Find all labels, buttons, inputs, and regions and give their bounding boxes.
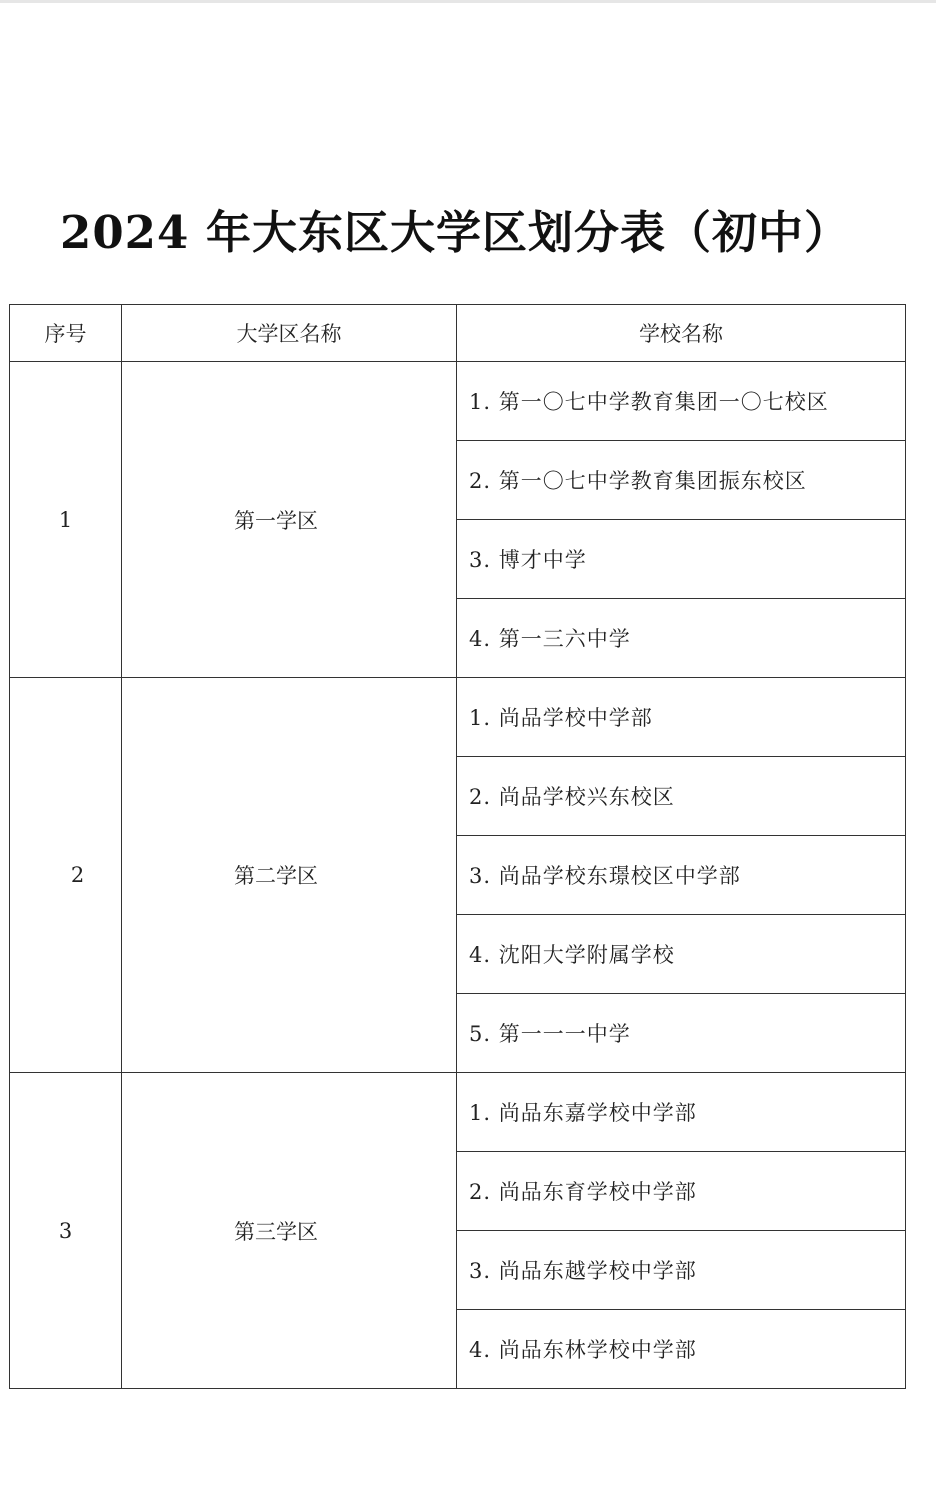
school-cell: 4. 尚品东林学校中学部	[457, 1310, 906, 1389]
table-row	[10, 1073, 906, 1152]
zone-name: 第三学区	[234, 1219, 318, 1244]
school-cell: 3. 尚品东越学校中学部	[457, 1231, 906, 1310]
zone-name: 第二学区	[234, 864, 318, 888]
header-seq: 序号	[10, 305, 122, 362]
school-cell: 3. 尚品学校东璟校区中学部	[457, 836, 906, 915]
seq-number: 3	[58, 1218, 73, 1243]
school-cell: 4. 沈阳大学附属学校	[457, 915, 906, 994]
school-cell: 4. 第一三六中学	[457, 599, 906, 678]
school-zone-table	[9, 304, 906, 1389]
school-cell: 5. 第一一一中学	[457, 994, 906, 1073]
seq-cell	[10, 1073, 122, 1389]
zone-name-cell	[122, 1073, 457, 1389]
school-cell: 2. 尚品东育学校中学部	[457, 1152, 906, 1231]
header-school-name: 学校名称	[457, 305, 906, 362]
table-row	[10, 678, 906, 757]
school-cell: 3. 博才中学	[457, 520, 906, 599]
seq-number: 1	[58, 507, 73, 532]
school-cell: 1. 第一〇七中学教育集团一〇七校区	[457, 362, 906, 441]
seq-number: 2	[70, 863, 85, 887]
zone-name: 第一学区	[234, 508, 318, 533]
seq-cell	[10, 362, 122, 678]
school-cell: 2. 尚品学校兴东校区	[457, 757, 906, 836]
zone-name-cell	[122, 362, 457, 678]
school-cell: 1. 尚品东嘉学校中学部	[457, 1073, 906, 1152]
zone-name-cell	[122, 678, 457, 1073]
school-cell: 1. 尚品学校中学部	[457, 678, 906, 757]
table-row	[10, 362, 906, 441]
header-zone-name: 大学区名称	[122, 305, 457, 362]
document-title: 2024 年大东区大学区划分表（初中）	[60, 206, 850, 260]
top-border-line	[0, 0, 936, 3]
header-row	[10, 305, 906, 362]
school-cell: 2. 第一〇七中学教育集团振东校区	[457, 441, 906, 520]
seq-cell	[10, 678, 122, 1073]
